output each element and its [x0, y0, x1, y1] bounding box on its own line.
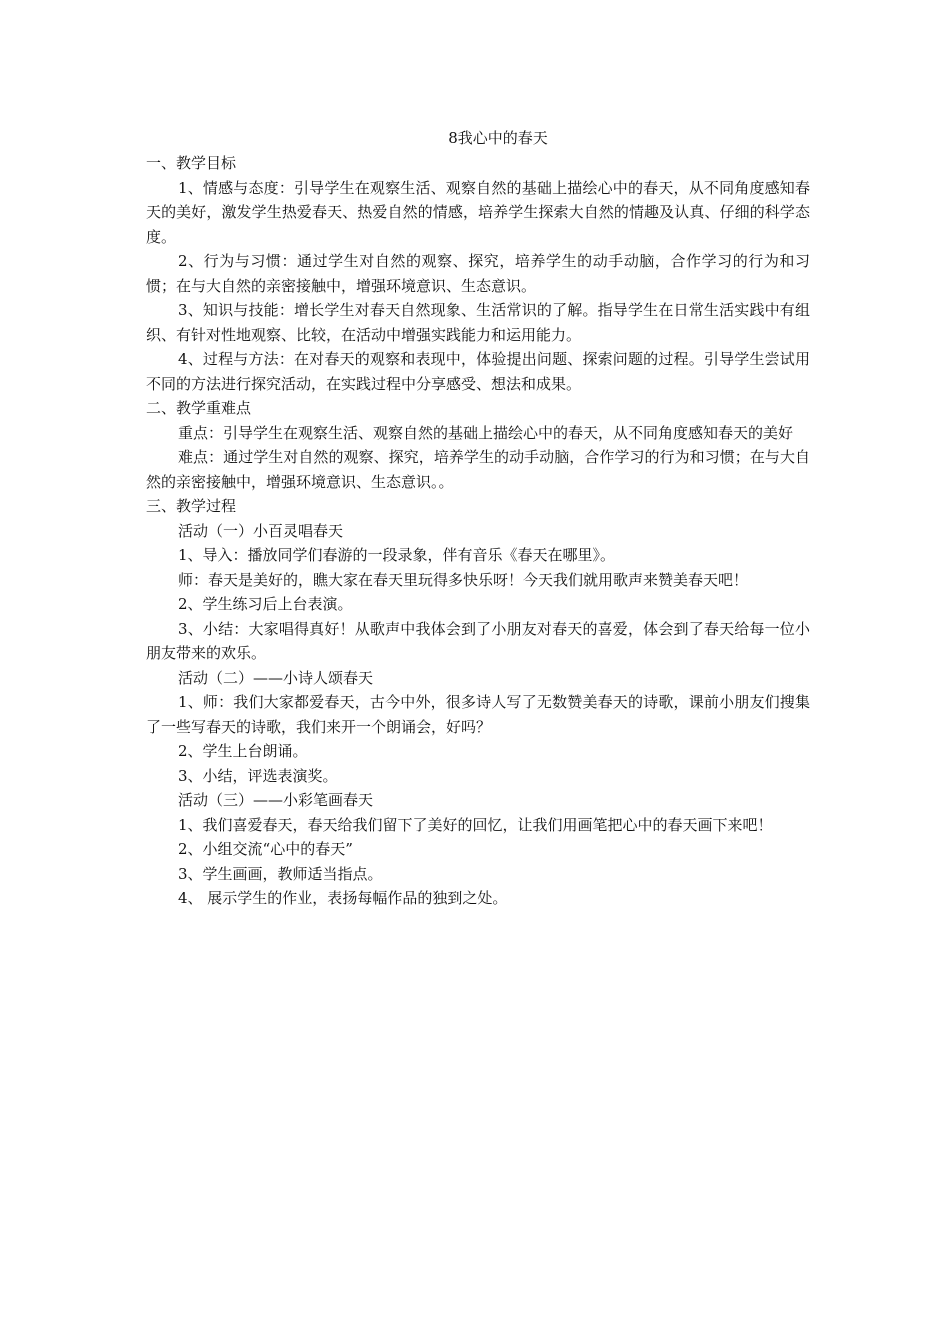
paragraph: 3、小结：大家唱得真好！从歌声中我体会到了小朋友对春天的喜爱，体会到了春天给每一位小朋友带来的欢乐。	[146, 619, 810, 662]
paragraph: 师：春天是美好的，瞧大家在春天里玩得多快乐呀！今天我们就用歌声来赞美春天吧！	[178, 570, 749, 589]
paragraph: 1、导入：播放同学们春游的一段录象，伴有音乐《春天在哪里》。	[178, 546, 616, 564]
paragraph: 3、小结，评选表演奖。	[178, 766, 338, 785]
document-title: 8我心中的春天	[448, 129, 548, 147]
paragraph: 3、学生画画，教师适当指点。	[178, 864, 383, 883]
document-page	[146, 126, 810, 911]
activity-heading: 活动（三）——小彩笔画春天	[178, 791, 374, 809]
paragraph: 3、知识与技能：增长学生对春天自然现象、生活常识的了解。指导学生在日常生活实践中有组织、有针对性地观察、比较，在活动中增强实践能力和运用能力。	[146, 301, 810, 344]
paragraph: 4、过程与方法：在对春天的观察和表现中，体验提出问题、探索问题的过程。引导学生尝试用不同的方法进行探究活动，在实践过程中分享感受、想法和成果。	[146, 350, 810, 393]
paragraph: 2、学生练习后上台表演。	[178, 595, 353, 613]
paragraph: 难点：通过学生对自然的观察、探究，培养学生的动手动脑，合作学习的行为和习惯；在与大自然的亲密接触中，增强环境意识、生态意识。。	[146, 448, 810, 491]
paragraph: 2、学生上台朗诵。	[178, 742, 308, 760]
section-heading: 二、教学重难点	[146, 399, 252, 417]
paragraph: 1、情感与态度：引导学生在观察生活、观察自然的基础上描绘心中的春天，从不同角度感知春天的美好，激发学生热爱春天、热爱自然的情感，培养学生探索大自然的情趣及认真、仔细的科学态度。	[146, 178, 810, 246]
activity-heading: 活动（一）小百灵唱春天	[178, 521, 344, 540]
paragraph: 4、 展示学生的作业，表扬每幅作品的独到之处。	[178, 889, 508, 907]
activity-heading: 活动（二）——小诗人颂春天	[178, 668, 374, 687]
section-heading: 三、教学过程	[146, 497, 237, 515]
paragraph: 1、师：我们大家都爱春天，古今中外，很多诗人写了无数赞美春天的诗歌，课前小朋友们搜集了一些写春天的诗歌，我们来开一个朗诵会，好吗？	[146, 693, 810, 736]
section-heading: 一、教学目标	[146, 154, 237, 172]
paragraph: 2、小组交流“心中的春天”	[178, 840, 353, 858]
paragraph: 重点：引导学生在观察生活、观察自然的基础上描绘心中的春天，从不同角度感知春天的美好	[178, 423, 794, 442]
paragraph: 2、行为与习惯：通过学生对自然的观察、探究，培养学生的动手动脑，合作学习的行为和习惯；在与大自然的亲密接触中，增强环境意识、生态意识。	[146, 252, 810, 295]
paragraph: 1、我们喜爱春天，春天给我们留下了美好的回忆，让我们用画笔把心中的春天画下来吧！	[178, 815, 773, 834]
